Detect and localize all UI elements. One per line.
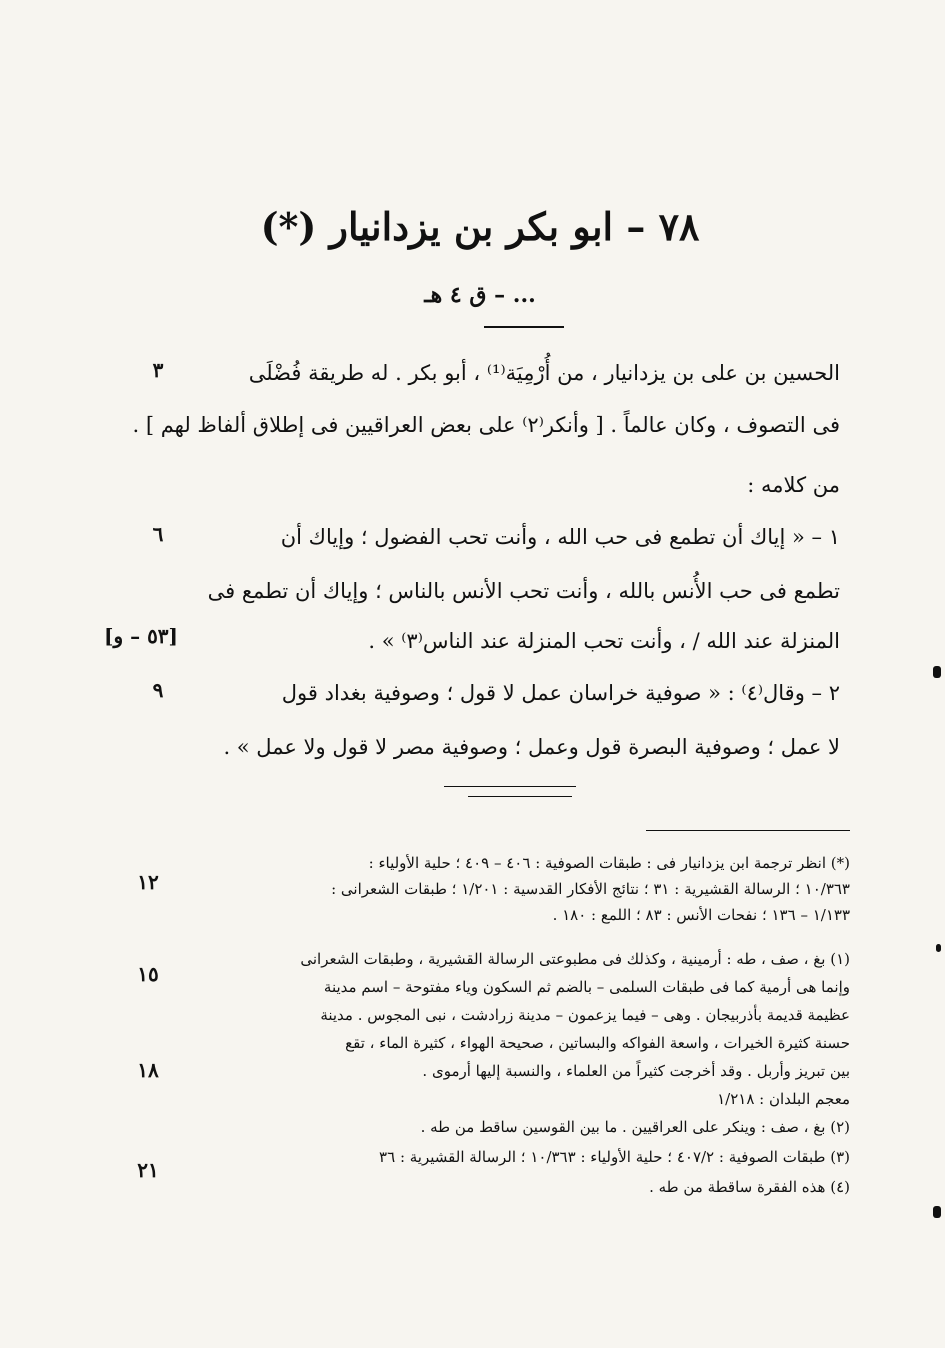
footnote-line: وإنما هى أرمية كما فى طبقات السلمى – بالضم ثم السكون وياء مفتوحة – اسم مدينة	[323, 978, 850, 996]
footnote-line: (٣) طبقات الصوفية : ٤٠٧/٢ ؛ حلية الأولياء : ١٠/٣٦٣ ؛ الرسالة القشيرية : ٣٦	[379, 1148, 850, 1166]
body-line: من كلامه :	[747, 473, 840, 497]
end-rule-bottom	[468, 796, 572, 797]
entry-title: ٧٨ – ابو بكر بن يزدانيار (*)	[260, 204, 700, 249]
footnote-line: (٢) بغ ، صف : وينكر على العراقيين . ما بين القوسين ساقط من طه .	[420, 1118, 850, 1136]
scan-mark	[933, 666, 941, 678]
line-number: ٢١	[137, 1158, 159, 1182]
body-line: تطمع فى حب الأُنس بالله ، وأنت تحب الأنس بالناس ؛ وإياك أن تطمع فى	[207, 579, 840, 603]
line-number: ١٥	[137, 962, 159, 986]
footnote-line: (*) انظر ترجمة ابن يزدانيار فى : طبقات الصوفية : ٤٠٦ – ٤٠٩ ؛ حلية الأولياء :	[368, 854, 850, 872]
footnote-separator	[646, 830, 850, 831]
footnote-line: حسنة كثيرة الخيرات ، واسعة الفواكه والبساتين ، صحيحة الهواء ، كثيرة الماء ، تقع	[345, 1034, 850, 1052]
line-number: ٩	[152, 678, 164, 702]
footnote-line: عظيمة قديمة بأذربيجان . وهى – فيما يزعمون – مدينة زرادشت ، نبى المجوس . مدينة	[320, 1006, 850, 1024]
footnote-line: (٤) هذه الفقرة ساقطة من طه .	[649, 1178, 850, 1196]
folio-marker: [٥٣ – و]	[104, 624, 179, 648]
footnote-line: ١/١٣٣ – ١٣٦ ؛ نفحات الأنس : ٨٣ ؛ اللمع : ١٨٠ .	[552, 906, 850, 924]
body-line: فى التصوف ، وكان عالماً . [ وأنكر⁽٢⁾ على بعض العراقيين فى إطلاق ألفاظ لهم ] .	[132, 413, 840, 437]
body-line: ٢ – وقال⁽٤⁾ : « صوفية خراسان عمل لا قول ؛ وصوفية بغداد قول	[281, 681, 840, 705]
scan-mark	[933, 1206, 941, 1218]
body-line: ١ – « إياك أن تطمع فى حب الله ، وأنت تحب الفضول ؛ وإياك أن	[280, 525, 840, 549]
title-rule	[484, 326, 564, 328]
line-number: ١٨	[137, 1058, 159, 1082]
body-line: لا عمل ؛ وصوفية البصرة قول وعمل ؛ وصوفية مصر لا قول ولا عمل » .	[223, 735, 840, 759]
end-rule-top	[444, 786, 576, 787]
body-line: المنزلة عند الله / ، وأنت تحب المنزلة عند الناس⁽٣⁾ » .	[368, 629, 840, 653]
line-number: ٣	[152, 358, 164, 382]
scan-mark	[936, 944, 941, 952]
footnote-line: معجم البلدان : ١/٢١٨	[717, 1090, 850, 1108]
footnote-line: بين تبريز وأربل . وقد أخرجت كثيراً من العلماء ، والنسبة إليها أرموى .	[422, 1062, 850, 1080]
footnote-line: ١٠/٣٦٣ ؛ الرسالة القشيرية : ٣١ ؛ نتائج الأفكار القدسية : ١/٢٠١ ؛ طبقات الشعرانى :	[331, 880, 850, 898]
line-number: ١٢	[137, 870, 159, 894]
footnote-line: (١) بغ ، صف ، طه : أرمينية ، وكذلك فى مطبوعتى الرسالة القشيرية ، وطبقات الشعرانى	[300, 950, 850, 968]
body-line: الحسين بن على بن يزدانيار ، من أُرْمِيَة⁽¹⁾ ، أبو بكر . له طريقة فُضْلَى	[248, 361, 840, 385]
line-number: ٦	[152, 522, 164, 546]
date-line: ... – ق ٤ هـ	[424, 282, 536, 308]
